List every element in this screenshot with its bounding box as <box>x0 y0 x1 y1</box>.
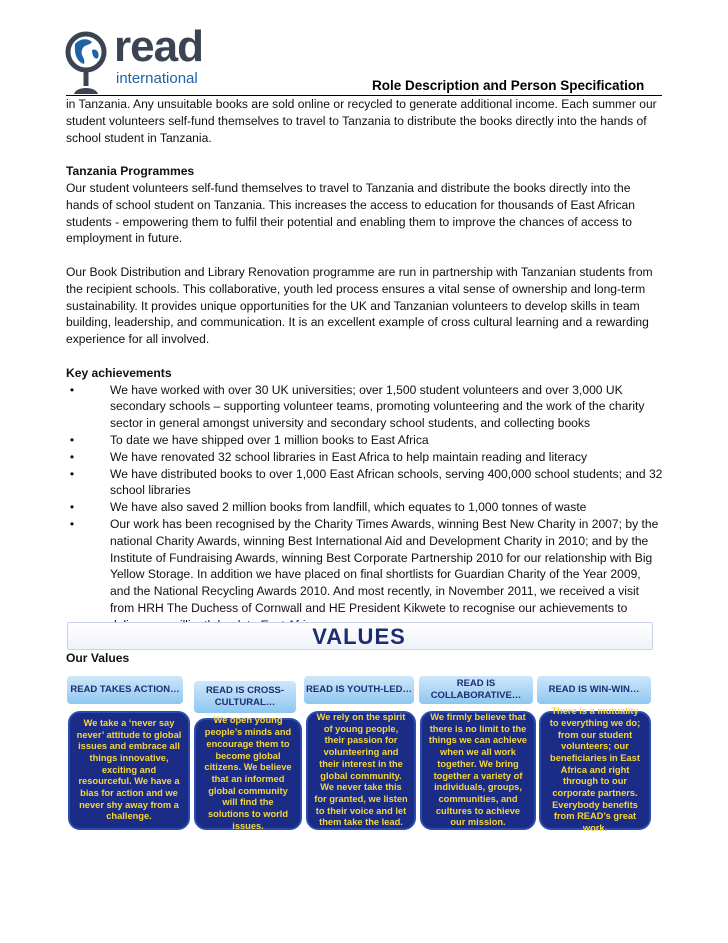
value-pill-cross-cultural: READ IS CROSS-CULTURAL… <box>194 681 296 713</box>
bullet: • <box>69 500 75 515</box>
value-card-action: We take a ‘never say never’ attitude to global issues and embrace all things innovative, exciting and resourceful. We have a bias for action and we never shy away from a challenge. <box>68 711 190 830</box>
value-card-youth-led: We rely on the spirit of young people, their passion for volunteering and their interest in the global community. We never take this for granted, we listen to their voice and let them take the lead. <box>306 711 416 830</box>
bullet: • <box>69 432 75 447</box>
list-item: • Our work has been recognised by the Charity Times Awards, winning Best New Charity in 2007; by the national Charity Awards, winning Best International Aid and Development Charity in 2010; and by the Institute of Fundraising Awards, winning Best Corporate Partnership 2010 for our relationship with Big Yellow Storage. In addition we have placed on final shortlists for Guardian Charity of the Year 2009, and the National Recycling Awards 2010. And most recently, in November 2011, we received a visit from HRH The Duchess of Cornwall and HE President Kikwete to recognise our achievements to <box>66 516 664 634</box>
document-body <box>66 96 664 679</box>
list-item: • We have distributed books to over 1,000 East African schools, serving 400,000 school students; and 32 school libraries <box>66 466 664 500</box>
read-international-logo <box>62 22 222 100</box>
tanzania-paragraph: Our student volunteers self-fund themselves to travel to Tanzania and distribute the books directly into the hands of school student on Tanzania. This increases the access to education for thousands of East African students - empowering them to fulfil their potential and enabling them to improve the chances of access to employment in future. <box>66 180 635 246</box>
value-card-cross-cultural: We open young people’s minds and encourage them to become global citizens. We believe that an informed global community will find the solutions to world issues. <box>194 718 302 830</box>
bullet: • <box>69 466 75 481</box>
value-card-win-win: There is a mutuality to everything we do; from our student volunteers; our beneficiaries in East Africa and right through to our corporate partners. Everybody benefits from READ’s great work. <box>539 711 651 830</box>
value-pill-collaborative: READ IS COLLABORATIVE… <box>419 676 533 704</box>
logo-subtitle: international <box>116 70 198 87</box>
list-item: • We have renovated 32 school libraries in East Africa to help maintain reading and literacy <box>66 449 664 466</box>
value-card-collaborative: We firmly believe that there is no limit to the things we can achieve when we all work together. We bring together a variety of individuals, groups, communities, and cultures to achieve our mission. <box>420 711 536 830</box>
list-item: • To date we have shipped over 1 million books to East Africa <box>66 432 664 449</box>
value-pill-youth-led: READ IS YOUTH-LED… <box>304 676 414 704</box>
value-pill-win-win: READ IS WIN-WIN… <box>537 676 651 704</box>
list-item: • We have also saved 2 million books from landfill, which equates to 1,000 tonnes of waste <box>66 499 664 516</box>
bullet: • <box>69 516 75 531</box>
list-item: • We have worked with over 30 UK universities; over 1,500 student volunteers and over 3,000 UK secondary schools – supporting volunteer teams, promoting volunteering and the work of the charity sector in general amongst university and secondary school students, and collecting books <box>66 382 664 432</box>
achievements-heading: Key achievements <box>66 365 172 380</box>
document-title: Role Description and Person Specification <box>372 78 645 93</box>
logo-wordmark: read <box>114 22 203 71</box>
values-graphic-title: VALUES <box>312 624 406 649</box>
value-pill-action: READ TAKES ACTION… <box>67 676 183 704</box>
values-graphic <box>67 622 651 832</box>
intro-paragraph: in Tanzania. Any unsuitable books are sold online or recycled to generate additional income. Each summer our student volunteers self-fund themselves to travel to Tanzania to distribute the books directly into the hands of school student in Tanzania. <box>66 97 657 145</box>
values-heading: Our Values <box>66 651 130 666</box>
bullet: • <box>69 449 75 464</box>
bullet: • <box>69 382 75 397</box>
globe-icon <box>62 28 114 100</box>
achievements-list <box>66 382 664 634</box>
partnership-paragraph: Our Book Distribution and Library Renovation programme are run in partnership with Tanzanian students from the recipient schools. This collaborative, youth led process ensures a vital sense of ownership and long-term sustainability. It provides unique opportunities for the UK and Tanzanian volunteers to develop skills in team building, leadership, and communication. It is an excellent example of cross cultural learning and a rewarding experience for all involved. <box>66 264 653 347</box>
tanzania-heading: Tanzania Programmes <box>66 164 195 179</box>
